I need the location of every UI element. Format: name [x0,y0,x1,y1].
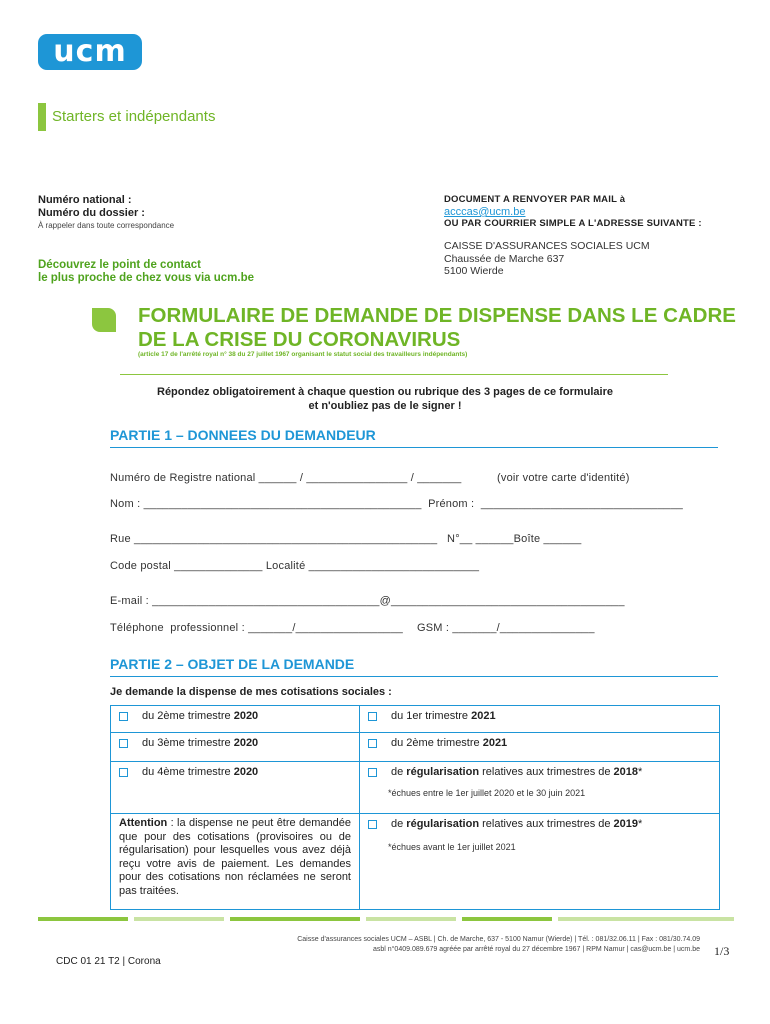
professional-phone-field[interactable]: Téléphone professionnel : _______/_________________ [110,622,403,634]
post-return-label: OU PAR COURRIER SIMPLE A L'ADRESSE SUIVANTE : [444,218,702,229]
option-label: de régularisation relatives aux trimestres de 2019* [391,818,643,830]
form-title-line-2: DE LA CRISE DU CORONAVIRUS [138,328,461,351]
gsm-field[interactable]: GSM : _______/_______________ [417,622,595,634]
option-label: du 2ème trimestre 2021 [391,737,508,749]
checkbox[interactable] [368,739,377,748]
checkbox[interactable] [119,768,128,777]
option-label: du 3ème trimestre 2020 [142,737,259,749]
checkbox[interactable] [368,820,377,829]
option-label: du 4ème trimestre 2020 [142,766,259,778]
dossier-number-label: Numéro du dossier : [38,207,145,219]
option-regularisation-2018[interactable] [360,762,719,782]
regularisation-2019-note: *échues avant le 1er juillet 2021 [388,842,516,852]
option-q4-2020[interactable] [111,762,359,782]
notice-line-2: et n'oubliez pas de le signer ! [308,400,462,412]
checkbox[interactable] [368,712,377,721]
mail-return-label: DOCUMENT A RENVOYER PAR MAIL à [444,194,626,205]
title-divider [120,374,668,375]
email-field[interactable]: E-mail : ____________________________________@_____________________________________ [110,595,625,607]
option-regularisation-2019[interactable] [360,814,719,834]
exemption-options-table [110,705,720,910]
document-code: CDC 01 21 T2 | Corona [56,956,161,967]
part2-heading: PARTIE 2 – OBJET DE LA DEMANDE [110,656,355,672]
option-q2-2021[interactable] [360,733,719,753]
return-email-link[interactable]: acccas@ucm.be [444,206,526,218]
option-label: de régularisation relatives aux trimestres de 2018* [391,766,643,778]
name-field[interactable]: Nom : ____________________________________________ Prénom : ________________________________ [110,498,683,510]
reminder-note: À rappeler dans toute correspondance [38,221,175,230]
title-marker [92,308,116,332]
address-line-3: 5100 Wierde [444,265,504,277]
part1-divider [110,447,718,448]
tagline-bar [38,103,46,131]
part2-divider [110,676,718,677]
page-number: 1/3 [714,944,730,958]
checkbox[interactable] [368,768,377,777]
option-q1-2021[interactable] [360,706,719,726]
option-label: du 1er trimestre 2021 [391,710,496,722]
address-line-1: CAISSE D'ASSURANCES SOCIALES UCM [444,240,650,252]
footer-divider [38,917,734,923]
national-register-field[interactable]: Numéro de Registre national ______ / ________________ / _______ [110,472,462,484]
regularisation-2018-note: *échues entre le 1er juillet 2020 et le 30 juin 2021 [388,788,586,798]
address-line-2: Chaussée de Marche 637 [444,253,565,265]
national-register-hint: (voir votre carte d'identité) [497,472,630,484]
attention-note: Attention : la dispense ne peut être demandée que pour des cotisations (provisoires ou de régularisation) pour lesquelles vous avez déjà reçu votre avis de paiement. Les demandes pour des cotisations non réclamées ne seront pas traitées. [119,817,351,897]
form-title-line-1: FORMULAIRE DE DEMANDE DE DISPENSE DANS LE CADRE [138,304,736,327]
contact-line-1: Découvrez le point de contact [38,259,201,271]
contact-line-2[interactable]: le plus proche de chez vous via ucm.be [38,272,255,284]
footer-line-1: Caisse d'assurances sociales UCM – ASBL | Ch. de Marche, 637 - 5100 Namur (Wierde) | Tél. : 081/32.06.11 | Fax : 081/30.74.09 [297,936,700,943]
notice-line-1: Répondez obligatoirement à chaque question ou rubrique des 3 pages de ce formulaire [157,386,613,398]
postal-locality-field[interactable]: Code postal ______________ Localité ___________________________ [110,560,480,572]
street-field[interactable]: Rue ________________________________________________ N°__ ______Boîte ______ [110,533,582,545]
checkbox[interactable] [119,739,128,748]
national-number-label: Numéro national : [38,194,132,206]
option-q3-2020[interactable] [111,733,359,753]
option-label: du 2ème trimestre 2020 [142,710,259,722]
form-title [138,304,738,352]
option-q2-2020[interactable] [111,706,359,726]
part1-heading: PARTIE 1 – DONNEES DU DEMANDEUR [110,427,376,443]
tagline: Starters et indépendants [52,108,216,125]
form-subtitle: (article 17 de l'arrêté royal n° 38 du 27 juillet 1967 organisant le statut social des travailleurs indépendants) [138,351,468,358]
footer-line-2: asbl n°0409.089.679 agréée par arrêté royal du 27 décembre 1967 | RPM Namur | cas@ucm.be | ucm.be [372,946,700,953]
ucm-logo: ucm [38,34,142,70]
exemption-intro: Je demande la dispense de mes cotisations sociales : [110,686,392,698]
checkbox[interactable] [119,712,128,721]
